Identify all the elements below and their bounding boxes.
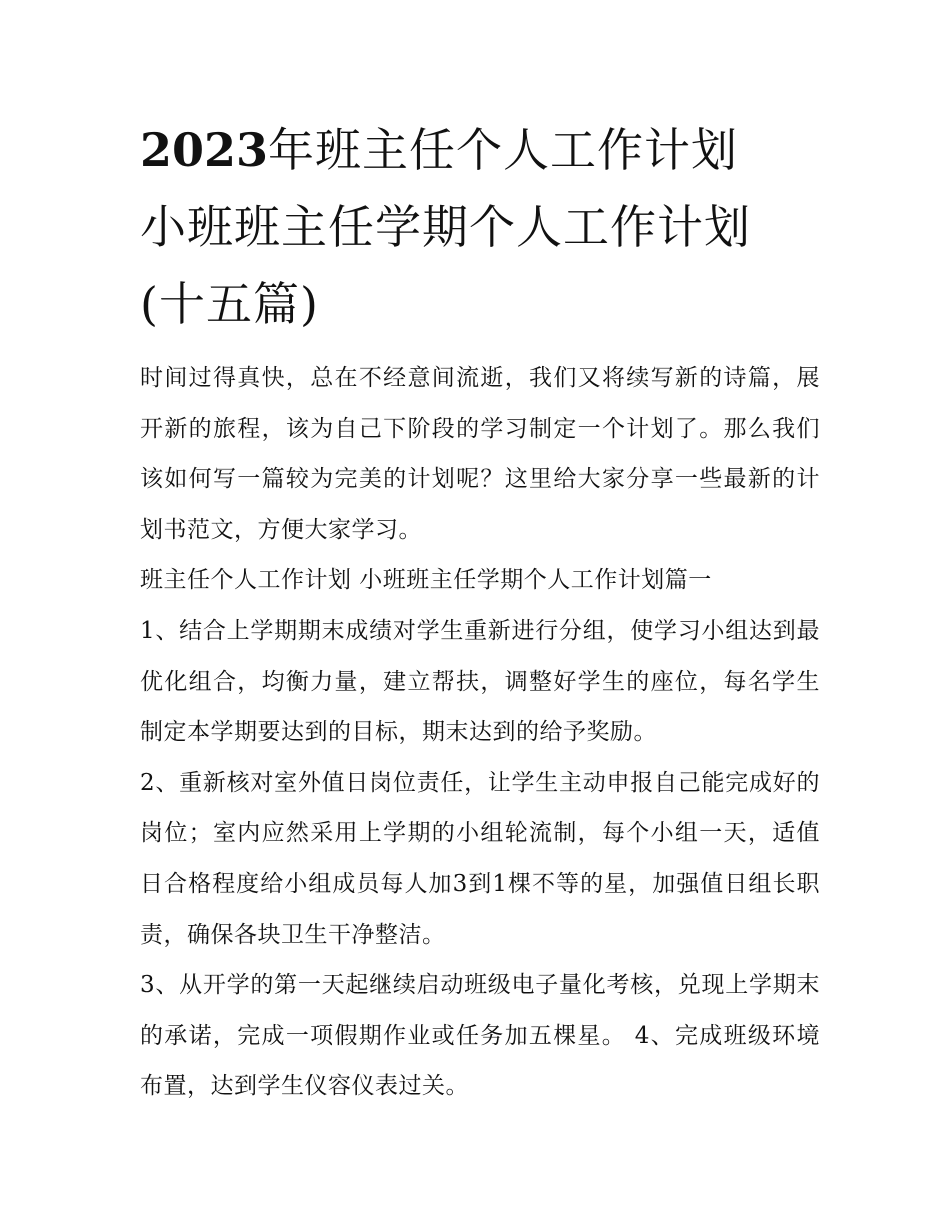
intro-paragraph: 时间过得真快，总在不经意间流逝，我们又将续写新的诗篇，展开新的旅程，该为自己下阶段的学习制定一个计划了。那么我们该如何写一篇较为完美的计划呢？这里给大家分享一些最新的计划书范文，方便大家学习。	[140, 365, 820, 543]
title-line-2: 小班班主任学期个人工作计划	[140, 200, 751, 254]
list-item-2: 2、重新核对室外值日岗位责任，让学生主动申报自己能完成好的岗位；室内应然采用上学期的小组轮流制，每个小组一天，适值日合格程度给小组成员每人加3到1棵不等的星，加强值日组长职责，确保各块卫生干净整洁。	[140, 769, 820, 948]
title-year: 2023	[140, 123, 269, 177]
title-line-1	[140, 112, 820, 189]
document-page	[140, 112, 820, 1112]
title-line-1-text: 年班主任个人工作计划	[268, 123, 739, 177]
list-item-3: 3、从开学的第一天起继续启动班级电子量化考核，兑现上学期末的承诺，完成一项假期作业或任务加五棵星。 4、完成班级环境布置，达到学生仪容仪表过关。	[140, 972, 820, 1100]
document-title	[140, 112, 820, 343]
section-heading: 班主任个人工作计划 小班班主任学期个人工作计划篇一	[140, 567, 712, 594]
document-body	[140, 353, 820, 1112]
list-item-1: 1、结合上学期期末成绩对学生重新进行分组，使学习小组达到最优化组合，均衡力量，建立帮扶，调整好学生的座位，每名学生制定本学期要达到的目标，期末达到的给予奖励。	[140, 617, 820, 746]
title-line-3: (十五篇)	[140, 277, 319, 331]
